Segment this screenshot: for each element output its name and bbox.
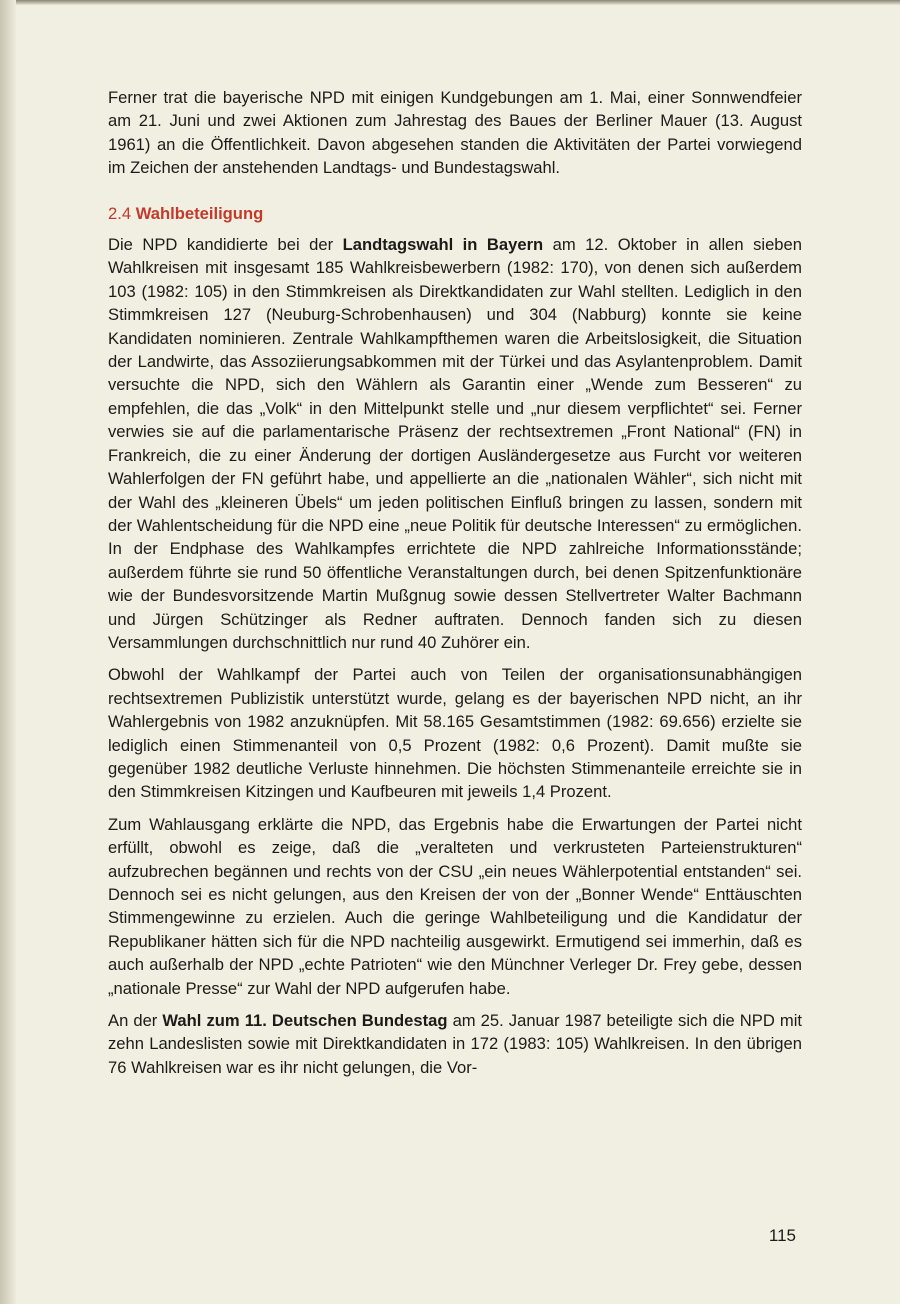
paragraph-2 bbox=[108, 233, 802, 654]
paragraph-2-text-a: Die NPD kandidierte bei der bbox=[108, 235, 343, 255]
body-text bbox=[108, 86, 802, 1088]
section-title: Wahlbeteiligung bbox=[135, 203, 264, 223]
section-number: 2.4 bbox=[108, 203, 132, 223]
page-binding-edge bbox=[0, 0, 16, 1304]
paragraph-4: Zum Wahlausgang erklärte die NPD, das Ergebnis habe die Erwartungen der Partei nicht erfüllt, obwohl es zeige, daß die „veralteten und verkrusteten Parteienstrukturen“ aufzubrechen begännen und rechts von der CSU „ein neues Wählerpotential entstanden“ sei. Dennoch sei es nicht gelungen, aus den Kreisen der von der „Bonner Wende“ Enttäuschten Stimmengewinne zu erzielen. Auch die geringe Wahlbeteiligung und die Kandidatur der Republikaner hätten sich für die NPD nachteilig ausgewirkt. Ermutigend sei immerhin, daß es auch außerhalb der NPD „echte Patrioten“ wie den Münchner Verleger Dr. Frey gebe, dessen „nationale Presse“ zur Wahl der NPD aufgerufen habe. bbox=[108, 814, 802, 998]
paragraph-5-text-b: am 25. Januar 1987 beteiligte sich die NPD mit zehn Landeslisten sowie mit Direktkandidaten in 172 (1983: 105) Wahlkreisen. In den übrigen 76 Wahlkreisen war es ihr nicht gelungen, die Vor- bbox=[108, 1011, 802, 1077]
paragraph-5 bbox=[108, 1009, 802, 1079]
paragraph-2-text-b: am 12. Oktober in allen sieben Wahlkreisen mit insgesamt 185 Wahlkreisbewerbern (1982: 170), von denen sich außerdem 103 (1982: 105) in den Stimmkreisen als Direktkandidaten zur Wahl stellten. Lediglich in den Stimmkreisen 127 (Neuburg-Schrobenhausen) und 304 (Nabburg) konnte sie keine Kandidaten nominieren. Zentrale Wahlkampfthemen waren die Arbeitslosigkeit, die Situation der Landwirte, das Assoziierungsabkommen mit der Türkei und das Asylantenproblem. Damit versuchte die NPD, sich den Wählern als Garantin einer „Wende zum Besseren“ zu empfehlen, die das „Volk“ in den Mittelpunkt stelle und „nur diesem verpflichtet“ sei. Ferner verwies sie auf die parlamentarische Präsenz der rechtsextremen „Front National“ (FN) in Frankreich, die zu einer Änderung der dortigen Ausländergesetze aus Furcht vor weiteren Wahlerfolgen der FN geführt habe, und appellierte an die „nationalen Wähler“, sich nicht mit der Wahl des „kleineren Übels“ um jeden politischen Einfluß bringen zu lassen, sondern mit der Wahlentscheidung für die NPD eine „neue Politik für deutsche Interessen“ zu ermöglichen. In der Endphase des Wahlkampfes errichtete die NPD zahlreiche Informationsstände; außerdem führte sie rund 50 öffentliche Veranstaltungen durch, bei denen Spitzenfunktionäre wie der Bundesvorsitzende Martin Mußgnug sowie dessen Stellvertreter Walter Bachmann und Jürgen Schützinger als Redner auftraten. Dennoch fanden sich zu diesen Versammlungen durchschnittlich nur rund 40 Zuhörer ein. bbox=[108, 235, 802, 652]
page-top-edge bbox=[0, 0, 900, 5]
paragraph-5-bold-term: Wahl zum 11. Deutschen Bundestag bbox=[162, 1011, 448, 1031]
paragraph-2-bold-term: Landtagswahl in Bayern bbox=[342, 235, 544, 255]
page-number: 115 bbox=[768, 1226, 796, 1245]
paragraph-3: Obwohl der Wahlkampf der Partei auch von Teilen der organisationsunabhängigen rechtsextremen Publizistik unterstützt wurde, gelang es der bayerischen NPD nicht, an ihr Wahlergebnis von 1982 anzuknüpfen. Mit 58.165 Gesamtstimmen (1982: 69.656) erzielte sie lediglich einen Stimmenanteil von 0,5 Prozent (1982: 0,6 Prozent). Damit mußte sie gegenüber 1982 deutliche Verluste hinnehmen. Die höchsten Stimmenanteile erreichte sie in den Stimmkreisen Kitzingen und Kaufbeuren mit jeweils 1,4 Prozent. bbox=[108, 665, 802, 802]
section-heading bbox=[108, 202, 802, 225]
paragraph-1: Ferner trat die bayerische NPD mit einigen Kundgebungen am 1. Mai, einer Sonnwendfeier am 21. Juni und zwei Aktionen zum Jahrestag des Baues der Berliner Mauer (13. August 1961) an die Öffentlichkeit. Davon abgesehen standen die Aktivitäten der Partei vorwiegend im Zeichen der anstehenden Landtags- und Bundestagswahl. bbox=[108, 88, 802, 178]
paragraph-5-text-a: An der bbox=[108, 1011, 163, 1031]
